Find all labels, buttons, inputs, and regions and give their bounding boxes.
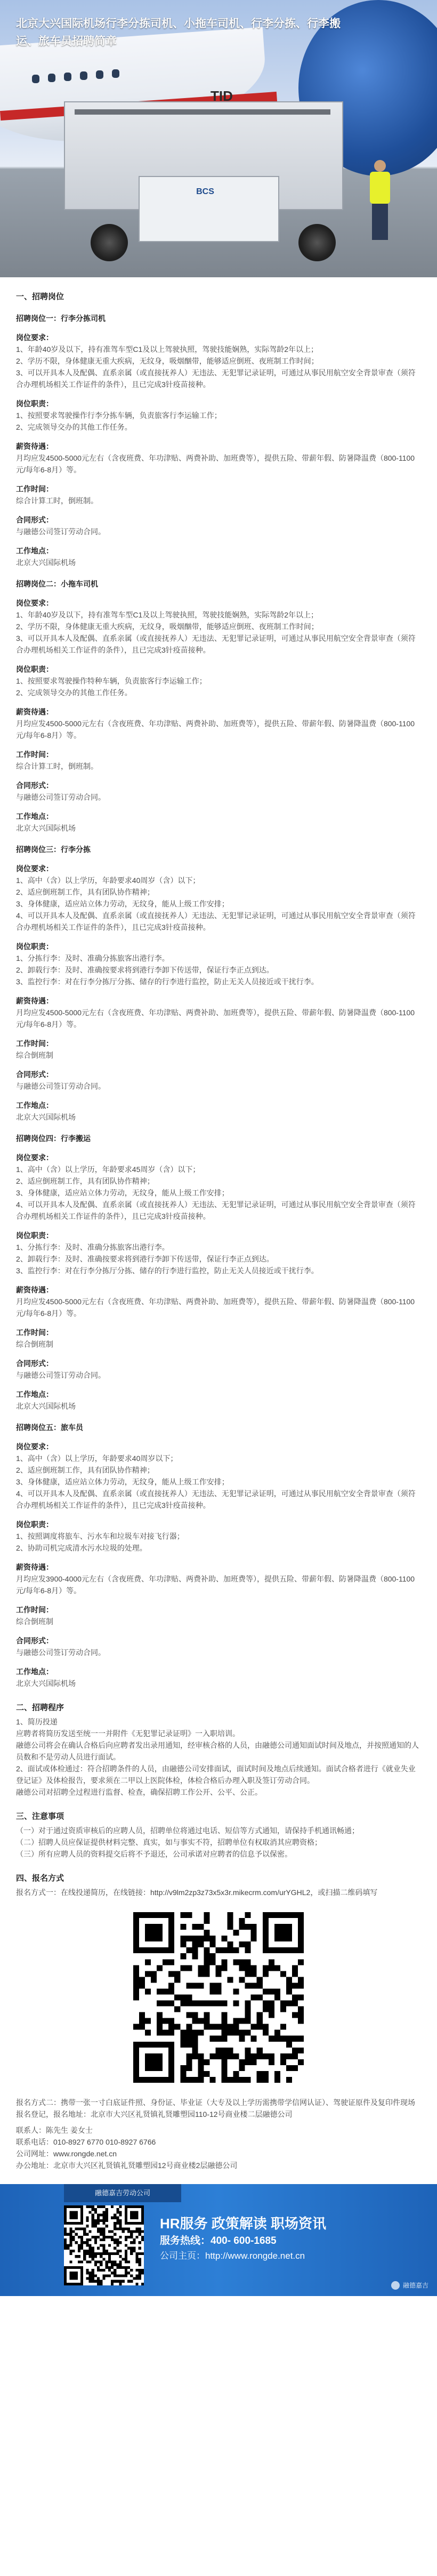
place-text: 北京大兴国际机场	[16, 824, 76, 832]
duty-item: 1、按照调度将旅车、污水车和垃圾车对接飞行器；	[16, 1532, 184, 1540]
hero-title: 北京大兴国际机场行李分拣司机、小拖车司机、行李分拣、行李搬运、旅车员招聘简章	[16, 18, 341, 47]
contract-label: 合同形式：	[16, 1070, 53, 1079]
requirement-item: 2、适应倒班制工作，具有团队协作精神；	[16, 1466, 155, 1474]
note-item: （三）所有应聘人员的资料提交后将不予退还，公司承诺对应聘者的信息予以保密。	[16, 1850, 292, 1858]
loader-rail	[75, 109, 330, 115]
qr-code-graphic	[64, 2205, 144, 2285]
salary-text: 月均应发4500-5000元左右（含夜班费、年功津贴、两费补助、加班费等），提供五险、带薪年假、防暑降温费（800-1100元/每年6-8月）等。	[16, 1297, 415, 1318]
duties-label: 岗位职责：	[16, 1231, 53, 1240]
requirement-item: 3、身体健康，适应站立体力劳动，无纹身，能从上级工作安排；	[16, 1189, 229, 1197]
aircraft-window	[80, 71, 87, 80]
contract-text: 与融德公司签订劳动合同。	[16, 1648, 106, 1657]
place-label: 工作地点：	[16, 1667, 53, 1676]
duties-label: 岗位职责：	[16, 665, 53, 673]
loader-wheel	[298, 224, 336, 261]
job-title: 招聘岗位二：小拖车司机	[16, 580, 98, 588]
footer-services: HR服务 政策解读 职场资讯	[160, 2216, 327, 2232]
hours-text: 综合倒班制	[16, 1340, 53, 1349]
requirement-item: 3、可以开具本人及配偶、直系亲属（或直接抚养人）无违法、无犯罪记录证明，可通过从事民用航空安全背景审查（须符合办理机场相关工作证件的条件），且已完成3针疫苗接种。	[16, 634, 416, 654]
aircraft-window	[112, 69, 119, 78]
contract-text: 与融德公司签订劳动合同。	[16, 793, 106, 801]
note-item: （二）招聘人员应保证提供材料完整、真实，如与事实不符，招聘单位有权取消其应聘资格；	[16, 1838, 322, 1847]
job-title: 招聘岗位一：行李分拣司机	[16, 314, 106, 323]
company-website[interactable]: 公司网址：www.rongde.net.cn	[16, 2149, 117, 2158]
place-text: 北京大兴国际机场	[16, 558, 76, 567]
place-label: 工作地点：	[16, 547, 53, 555]
place-text: 北京大兴国际机场	[16, 1679, 76, 1688]
requirements-label: 岗位要求：	[16, 1153, 53, 1162]
place-label: 工作地点：	[16, 1101, 53, 1110]
hours-label: 工作时间：	[16, 485, 53, 493]
hero-image	[0, 0, 437, 277]
hours-text: 综合倒班制	[16, 1617, 53, 1626]
contract-text: 与融德公司签订劳动合同。	[16, 527, 106, 536]
job-title: 招聘岗位四：行李搬运	[16, 1134, 91, 1143]
duty-item: 3、监控行李：对在行李分拣厅分拣、储存的行李进行监控，防止无关人员接近或干扰行李。	[16, 977, 319, 986]
process-list	[16, 1716, 421, 1798]
footer-qr-code[interactable]	[64, 2205, 144, 2285]
contract-label: 合同形式：	[16, 1636, 53, 1645]
salary-text: 月均应发4500-5000元左右（含夜班费、年功津贴、两费补助、加班费等），提供五险、带薪年假、防暑降温费（800-1100元/每年6-8月）等。	[16, 454, 415, 474]
requirement-item: 3、可以开具本人及配偶、直系亲属（或直接抚养人）无违法、无犯罪记录证明，可通过从事民用航空安全背景审查（须符合办理机场相关工作证件的条件），且已完成3针疫苗接种。	[16, 368, 416, 389]
hours-text: 综合计算工时，倒班制。	[16, 496, 98, 505]
registration-method[interactable]: 报名方式一：在线投递简历，在线链接：http://v9lm2zp3z73x5x3r.mikecrm.com/urYGHL2，或扫描二维码填写	[16, 1888, 378, 1897]
requirement-item: 4、可以开具本人及配偶、直系亲属（或直接抚养人）无违法、无犯罪记录证明，可通过从事民用航空安全背景审查（须符合办理机场相关工作证件的条件），且已完成3针疫苗接种。	[16, 911, 416, 932]
section-heading: 一、招聘岗位	[16, 292, 64, 301]
requirement-item: 4、可以开具本人及配偶、直系亲属（或直接抚养人）无违法、无犯罪记录证明，可通过从事民用航空安全背景审查（须符合办理机场相关工作证件的条件），且已完成3针疫苗接种。	[16, 1489, 416, 1510]
duties-label: 岗位职责：	[16, 399, 53, 408]
hours-text: 综合倒班制	[16, 1051, 53, 1060]
requirement-item: 2、学历不限，身体健康无重大疾病，无纹身，吸烟酗带，能够适应倒班、夜班制工作时间；	[16, 622, 319, 631]
contract-text: 与融德公司签订劳动合同。	[16, 1371, 106, 1379]
hours-label: 工作时间：	[16, 1606, 53, 1614]
salary-text: 月均应发3900-4000元左右（含夜班费、年功津贴、两费补助、加班费等），提供五险、带薪年假、防暑降温费（800-1100元/每年6-8月）等。	[16, 1575, 415, 1595]
registration-method-2: 报名方式二：携带一张一寸白底证件照、身份证、毕业证（大专及以上学历需携带学信网认证）、驾驶证原件及复印件现场报名登记，报名地址：北京市大兴区礼贤镇礼贤雕塑园110-12号商业楼二层融德公司	[16, 2098, 415, 2118]
salary-label: 薪资待遇：	[16, 1286, 53, 1294]
contract-text: 与融德公司签订劳动合同。	[16, 1082, 106, 1090]
loader-wheel	[91, 224, 128, 261]
footer-company-tag: 融德嘉吉劳动公司	[64, 2184, 181, 2202]
salary-label: 薪资待遇：	[16, 1563, 53, 1571]
duty-item: 1、分拣行李：及时、准确分拣旅客出港行李。	[16, 954, 169, 962]
duties-label: 岗位职责：	[16, 1520, 53, 1529]
salary-text: 月均应发4500-5000元左右（含夜班费、年功津贴、两费补助、加班费等），提供五险、带薪年假、防暑降温费（800-1100元/每年6-8月）等。	[16, 1008, 415, 1029]
note-item: （一）对于通过资质审核后的应聘人员，招聘单位将通过电话、短信等方式通知，请保持手机通讯畅通；	[16, 1826, 359, 1835]
wechat-watermark	[391, 2281, 428, 2290]
duty-item: 2、完成领导交办的其他工作任务。	[16, 688, 132, 697]
wechat-account: 融德嘉吉	[402, 2282, 428, 2289]
wechat-icon	[391, 2281, 400, 2290]
aircraft-window	[64, 73, 71, 81]
duty-item: 2、协助司机完成清水污水垃圾的处理。	[16, 1544, 147, 1552]
salary-text: 月均应发4500-5000元左右（含夜班费、年功津贴、两费补助、加班费等），提供五险、带薪年假、防暑降温费（800-1100元/每年6-8月）等。	[16, 719, 415, 740]
process-heading: 二、招聘程序	[16, 1703, 64, 1712]
contract-label: 合同形式：	[16, 516, 53, 524]
process-step: 1、简历投递	[16, 1718, 58, 1726]
job-list	[16, 312, 421, 1689]
requirement-item: 3、身体健康，适应站立体力劳动，无纹身，能从上级工作安排；	[16, 1478, 229, 1486]
requirement-item: 2、适应倒班制工作，具有团队协作精神；	[16, 1177, 155, 1185]
requirements-label: 岗位要求：	[16, 1442, 53, 1451]
duty-item: 2、完成领导交办的其他工作任务。	[16, 423, 132, 431]
hours-text: 综合计算工时，倒班制。	[16, 762, 98, 771]
process-step: 2、面试或体检通过：符合招聘条件的人员，由融德公司安排面试，面试时间及地点后续通知。面试合格者进行《就业失业登记证》及体检报告，要求须在二甲以上医院体检，体检合格后办理入职及签订劳动合同。	[16, 1764, 416, 1785]
aircraft-window	[48, 74, 55, 82]
registration-qr-code[interactable]	[133, 1912, 304, 2083]
requirement-item: 1、高中（含）以上学历，年龄要求40周岁（含）以下；	[16, 876, 200, 885]
registration-heading: 四、报名方式	[16, 1874, 64, 1883]
process-step: 融德公司对招聘全过程进行监督、检查，确保招聘工作公开、公平、公正。	[16, 1788, 262, 1796]
footer-text	[160, 2213, 326, 2264]
duty-item: 1、按照要求驾驶操作特种车辆，负责旅客行李运输工作；	[16, 677, 207, 685]
qr-code-graphic	[133, 1912, 304, 2083]
requirement-item: 1、年龄40岁及以下，持有准驾车型C1及以上驾驶执照，驾驶技能娴熟，实际驾龄2年以上；	[16, 611, 319, 619]
requirement-item: 1、年龄40岁及以下，持有准驾车型C1及以上驾驶执照，驾驶技能娴熟，实际驾龄2年以上；	[16, 345, 319, 354]
salary-label: 薪资待遇：	[16, 997, 53, 1005]
salary-label: 薪资待遇：	[16, 442, 53, 451]
duty-item: 1、分拣行李：及时、准确分拣旅客出港行李。	[16, 1243, 169, 1251]
aircraft-window	[96, 70, 103, 79]
requirements-label: 岗位要求：	[16, 333, 53, 342]
place-label: 工作地点：	[16, 1390, 53, 1399]
contract-label: 合同形式：	[16, 781, 53, 790]
office-address: 办公地址：北京市大兴区礼贤镇礼贤雕塑园12号商业楼2层融德公司	[16, 2161, 238, 2170]
footer-hotline: 服务热线：400- 600-1685	[160, 2235, 277, 2246]
requirement-item: 4、可以开具本人及配偶、直系亲属（或直接抚养人）无违法、无犯罪记录证明，可通过从事民用航空安全背景审查（须符合办理机场相关工作证件的条件），且已完成3针疫苗接种。	[16, 1200, 416, 1221]
salary-label: 薪资待遇：	[16, 708, 53, 716]
loader-brand: BCS	[196, 187, 214, 196]
duty-item: 2、卸载行李：及时、准确按要求将到港行李卸下传送带，保证行李正点到达。	[16, 966, 274, 974]
duty-item: 2、卸载行李：及时、准确按要求将到港行李卸下传送带，保证行李正点到达。	[16, 1255, 274, 1263]
hours-label: 工作时间：	[16, 750, 53, 759]
loader-tag: TID	[211, 88, 233, 104]
place-label: 工作地点：	[16, 812, 53, 821]
process-step: 应聘者将简历发送至统一一并附件《无犯罪记录证明》一入职培训。	[16, 1729, 240, 1738]
requirement-item: 2、适应倒班制工作，具有团队协作精神；	[16, 888, 155, 896]
requirement-item: 3、身体健康，适应站立体力劳动，无纹身，能从上级工作安排；	[16, 900, 229, 908]
job-title: 招聘岗位三：行李分拣	[16, 845, 91, 854]
footer-banner	[0, 2184, 437, 2296]
ground-worker	[368, 160, 392, 240]
hours-label: 工作时间：	[16, 1039, 53, 1048]
requirement-item: 2、学历不限，身体健康无重大疾病，无纹身，吸烟酗带，能够适应倒班、夜班制工作时间；	[16, 357, 319, 365]
requirement-item: 1、高中（含）以上学历，年龄要求45周岁（含）以下；	[16, 1165, 200, 1174]
duties-label: 岗位职责：	[16, 942, 53, 951]
contact-phone: 联系电话：010-8927 6770 010-8927 6766	[16, 2138, 156, 2146]
place-text: 北京大兴国际机场	[16, 1113, 76, 1121]
requirements-label: 岗位要求：	[16, 599, 53, 607]
process-step: 融德公司将会在确认合格后向应聘者发出录用通知，经审核合格的人员，由融德公司通知面试时间及地点，并按照通知的人员数和不是劳动人员进行面试。	[16, 1741, 419, 1761]
contact-person: 联系人：陈先生 姜女士	[16, 2126, 93, 2134]
duty-item: 1、按照要求驾驶操作行李分拣车辆，负责旅客行李运输工作；	[16, 411, 222, 420]
job-title: 招聘岗位五：旅车员	[16, 1423, 83, 1432]
article-content	[0, 277, 437, 2171]
hours-label: 工作时间：	[16, 1328, 53, 1337]
requirements-label: 岗位要求：	[16, 864, 53, 873]
notes-list	[16, 1825, 421, 1860]
notes-heading: 三、注意事项	[16, 1812, 64, 1821]
requirement-item: 1、高中（含）以上学历，年龄要求40周岁以下；	[16, 1454, 178, 1463]
duty-item: 3、监控行李：对在行李分拣厅分拣、储存的行李进行监控，防止无关人员接近或干扰行李。	[16, 1266, 319, 1275]
aircraft-window	[32, 75, 39, 83]
contract-label: 合同形式：	[16, 1359, 53, 1368]
place-text: 北京大兴国际机场	[16, 1402, 76, 1410]
footer-homepage[interactable]: 公司主页：http://www.rongde.net.cn	[160, 2251, 305, 2261]
